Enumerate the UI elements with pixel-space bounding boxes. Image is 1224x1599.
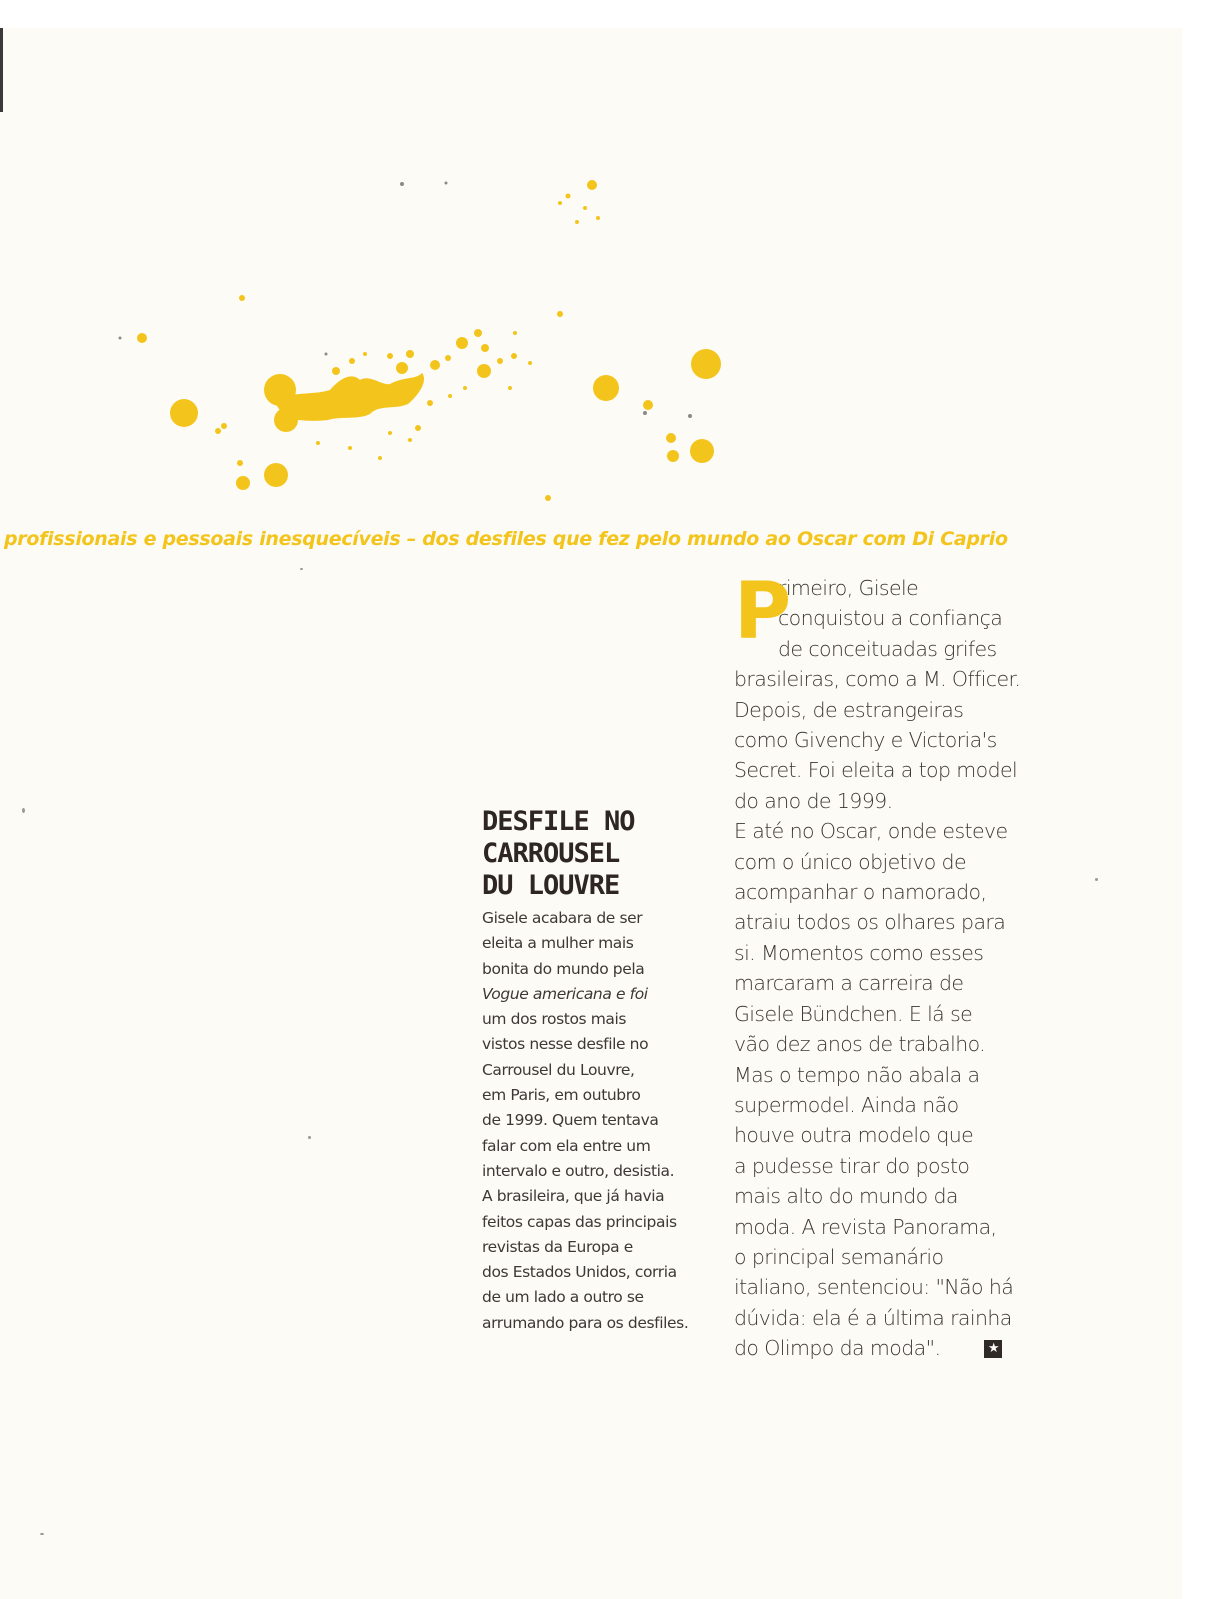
article-line: com o único objetivo de: [734, 849, 966, 874]
drop-cap: P: [734, 567, 792, 657]
sidebar-box: [482, 806, 702, 1336]
scan-speck: [300, 568, 303, 570]
article-line: marcaram a carreira de: [734, 971, 964, 996]
article-line: conquistou a confiança: [778, 606, 1003, 631]
article-line: de conceituadas grifes: [778, 636, 997, 661]
article-line: mais alto do mundo da: [734, 1184, 958, 1209]
paint-splatter: [90, 158, 770, 518]
article-line-last: [734, 1333, 1034, 1363]
sidebar-body-line: em Paris, em outubro: [482, 1086, 641, 1105]
magazine-page: [0, 28, 1182, 1599]
article-line: o principal semanário: [734, 1244, 944, 1269]
article-line: vão dez anos de trabalho.: [734, 1032, 986, 1057]
scan-speck: [22, 808, 25, 813]
article-line-text: do Olimpo da moda".: [734, 1336, 941, 1361]
article-line: dúvida: ela é a última rainha: [734, 1305, 1012, 1330]
sidebar-body-line: revistas da Europa e: [482, 1237, 633, 1256]
sidebar-title-line: DESFILE NO: [482, 806, 635, 837]
sidebar-title-line: DU LOUVRE: [482, 870, 620, 901]
article-line: Gisele Bündchen. E lá se: [734, 1001, 973, 1026]
sidebar-body-line: Vogue americana e foi: [482, 984, 648, 1003]
sidebar-body-line: bonita do mundo pela: [482, 959, 645, 978]
article-body: [734, 567, 1034, 1364]
article-line: como Givenchy e Victoria's: [734, 728, 997, 753]
article-line: Mas o tempo não abala a: [734, 1062, 980, 1087]
binding-edge: [0, 28, 3, 112]
article-line: E até no Oscar, onde esteve: [734, 819, 1008, 844]
scan-speck: [308, 1136, 311, 1139]
sidebar-title: [482, 806, 702, 902]
article-line: italiano, sentenciou: "Não há: [734, 1275, 1014, 1300]
article-line: atraiu todos os olhares para: [734, 910, 1006, 935]
article-line: Depois, de estrangeiras: [734, 697, 964, 722]
article-line: moda. A revista Panorama,: [734, 1214, 997, 1239]
sidebar-body-line: Carrousel du Louvre,: [482, 1060, 635, 1079]
star-icon: ★: [984, 1340, 1002, 1358]
sidebar-body-line: vistos nesse desfile no: [482, 1035, 649, 1054]
article-line: rimeiro, Gisele: [778, 576, 919, 600]
article-line: brasileiras, como a M. Officer.: [734, 667, 1021, 692]
scan-speck: [1095, 878, 1098, 881]
article-line: acompanhar o namorado,: [734, 880, 987, 905]
sidebar-body-line: falar com ela entre um: [482, 1136, 651, 1155]
sidebar-body: [482, 906, 702, 1336]
scan-speck: [40, 1533, 44, 1535]
article-line: Secret. Foi eleita a top model: [734, 758, 1018, 783]
sidebar-body-line: intervalo e outro, desistia.: [482, 1161, 675, 1180]
deck-subtitle: profissionais e pessoais inesquecíveis – dos desfiles que fez pelo mundo ao Oscar com Di Caprio: [4, 528, 1008, 550]
sidebar-body-line: dos Estados Unidos, corria: [482, 1263, 677, 1282]
sidebar-body-line: eleita a mulher mais: [482, 934, 634, 953]
article-line: do ano de 1999.: [734, 788, 893, 813]
sidebar-body-line: A brasileira, que já havia: [482, 1187, 665, 1206]
article-line: supermodel. Ainda não: [734, 1092, 959, 1117]
sidebar-body-line: arrumando para os desfiles.: [482, 1313, 689, 1332]
sidebar-body-line: um dos rostos mais: [482, 1010, 627, 1029]
article-line: houve outra modelo que: [734, 1123, 974, 1148]
sidebar-body-line: de 1999. Quem tentava: [482, 1111, 659, 1130]
sidebar-body-line: feitos capas das principais: [482, 1212, 677, 1231]
article-line: si. Momentos como esses: [734, 940, 984, 965]
sidebar-body-line: de um lado a outro se: [482, 1288, 644, 1307]
sidebar-title-line: CARROUSEL: [482, 838, 620, 869]
article-line: a pudesse tirar do posto: [734, 1153, 970, 1178]
sidebar-body-line: Gisele acabara de ser: [482, 909, 643, 927]
